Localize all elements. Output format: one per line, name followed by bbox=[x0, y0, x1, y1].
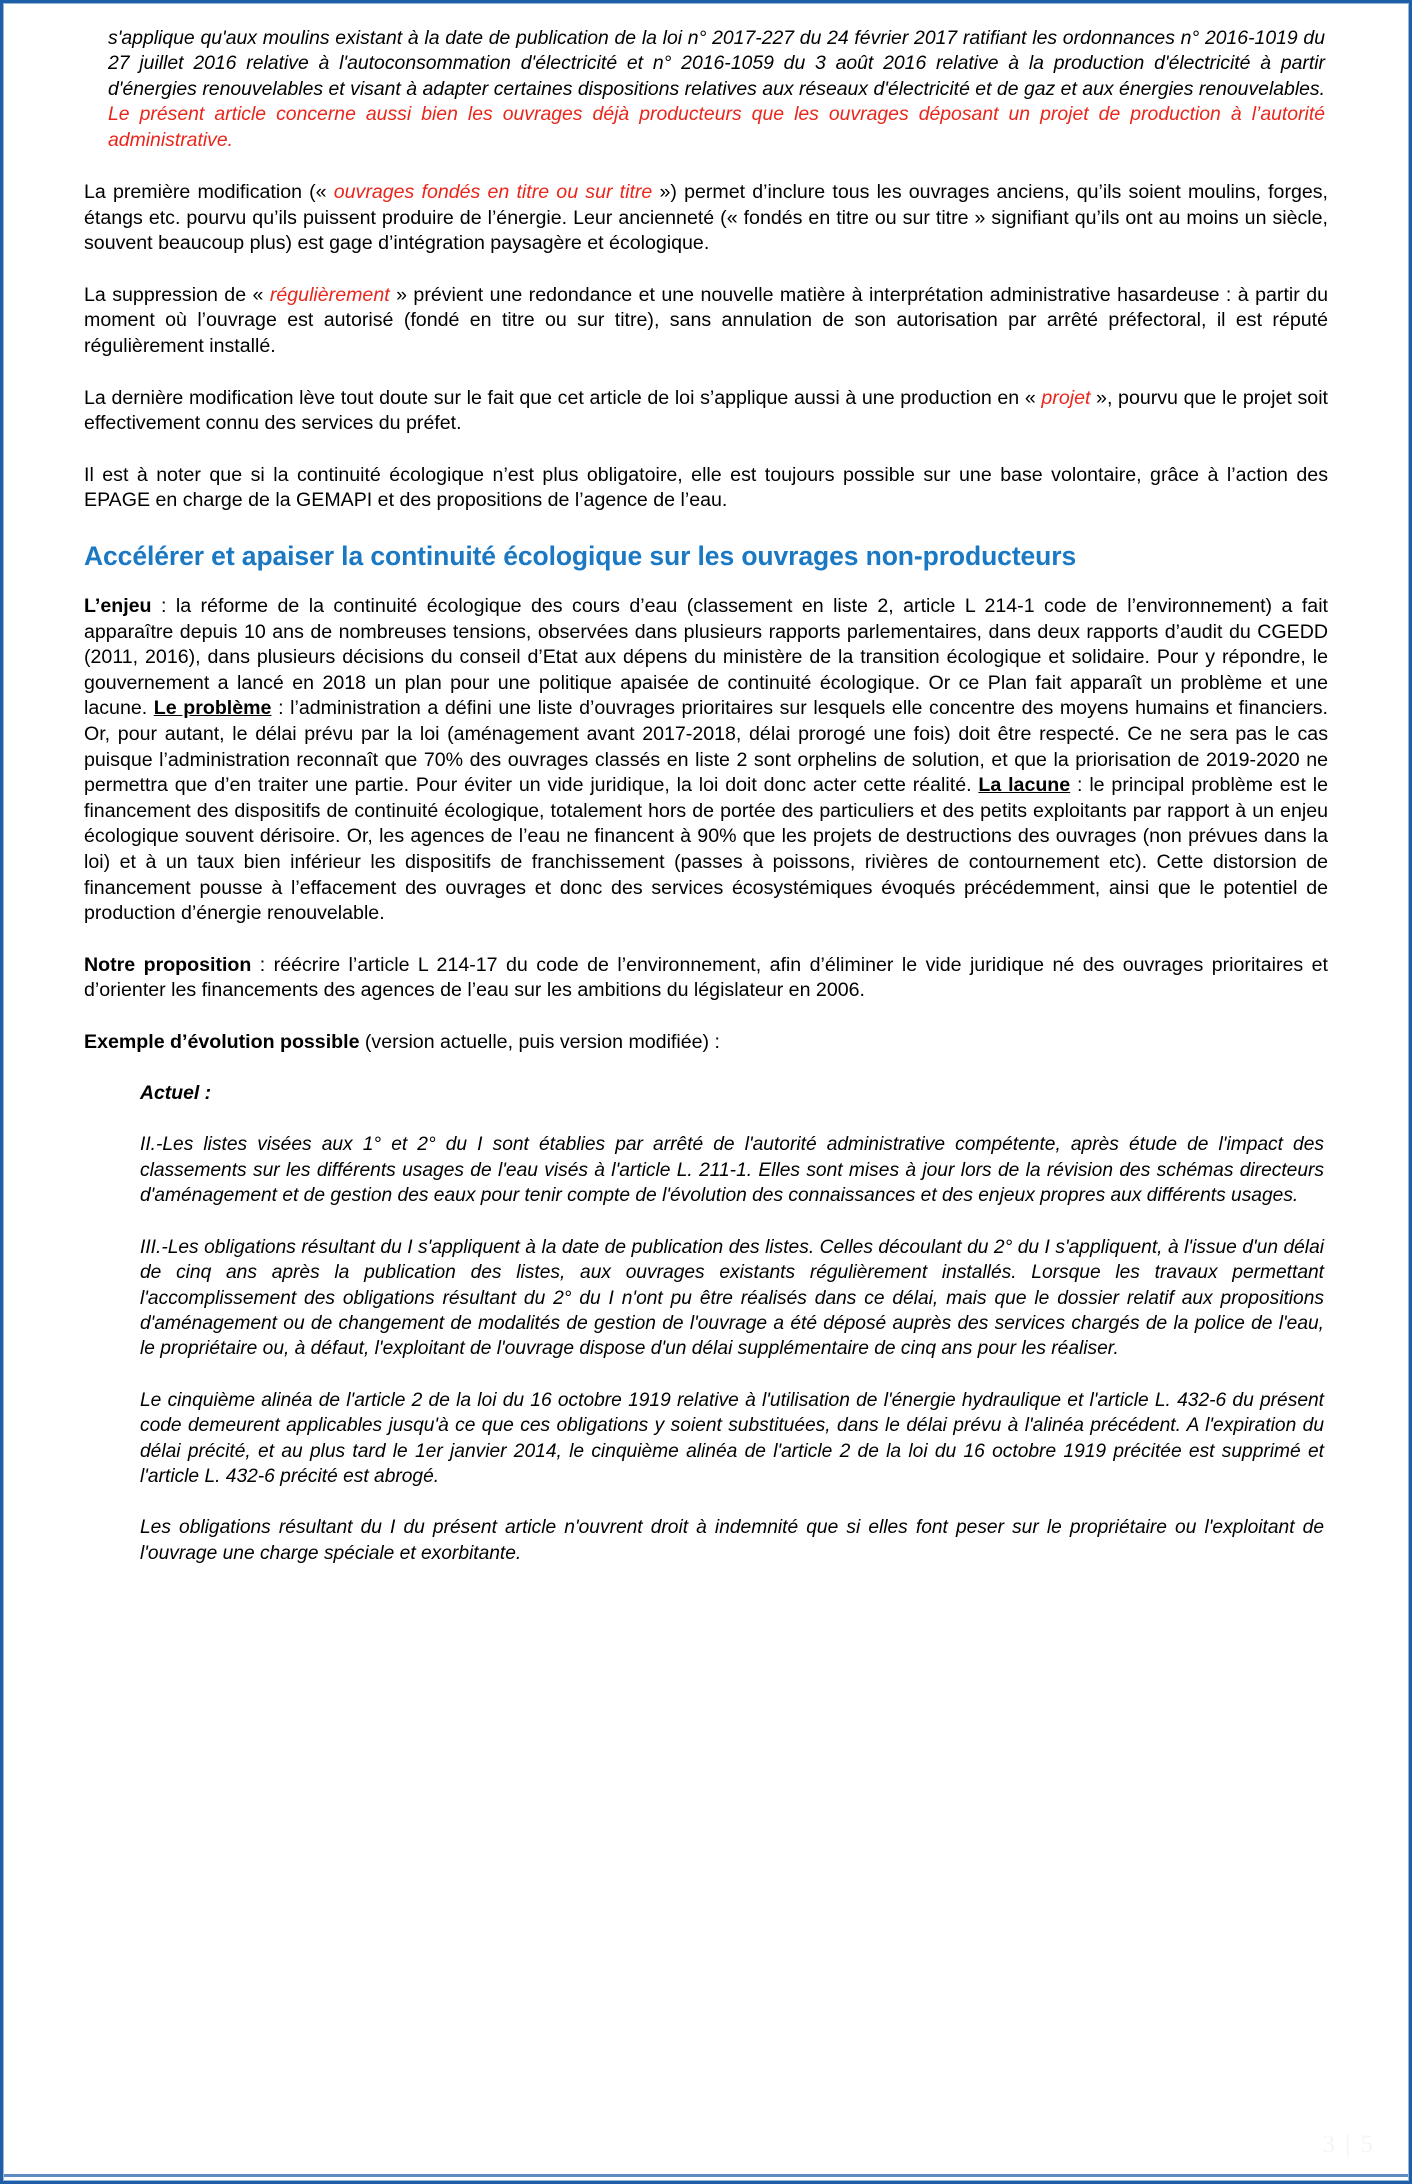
probleme-text: : l’administration a défini une liste d’ouvrages prioritaires sur lesquels elle concentre des moyens humains et financiers. Or, pour autant, le délai prévu par la loi (aménagement avant 2017-2018, délai prorogé une fois) doit être respecté. Ce ne sera pas le cas puisque l’administration reconnaît que 70% des ouvrages classés en liste 2 sont orphelins de solution, et que la priorisation de 2019-2020 ne permettra que d’en traiter une partie. Pour éviter un vide juridique, la loi doit donc acter cette réalité. bbox=[84, 697, 1328, 797]
derniere-text-a: La dernière modification lève tout doute sur le fait que cet article de loi s’applique aussi à une production en « bbox=[84, 386, 1042, 409]
suppression-highlight: régulièrement bbox=[269, 283, 390, 306]
top-quote-red-text: Le présent article concerne aussi bien les ouvrages déjà producteurs que les ouvrages déposant un projet de production à l’autorité administrative. bbox=[108, 103, 1325, 151]
label-notre-proposition: Notre proposition bbox=[84, 953, 252, 976]
premiere-text-c: ») permet d’inclure tous les ouvrages anciens, qu’ils soient moulins, forges, étangs etc. pourvu qu’ils puissent produire de l’énergie. Leur ancienneté (« fondés en titre ou sur titre » signifiant qu’ils ont au moins un siècle, souvent beaucoup plus) est gage d’intégration paysagère et écologique. bbox=[84, 181, 1328, 255]
section-heading-accelerer: Accélérer et apaiser la continuité écologique sur les ouvrages non-producteurs bbox=[84, 540, 1077, 571]
paragraph-derniere-modification bbox=[84, 386, 1328, 437]
page-number: 3 | 5 bbox=[1322, 2131, 1375, 2158]
exemple-evolution-text: (version actuelle, puis version modifiée) : bbox=[359, 1030, 720, 1053]
suppression-text-a: La suppression de « bbox=[84, 283, 270, 306]
paragraph-top-legal-quote bbox=[84, 26, 1328, 153]
label-probleme: Le problème bbox=[153, 697, 272, 720]
actuel-alinea-iii: III.-Les obligations résultant du I s'appliquent à la date de publication des listes. Celles découlant du 2° du I s'appliquent, à l'issue d'un délai de cinq ans après la publication des listes, aux ouvrages existants régulièrement installés. Lorsque les travaux permettant l'accomplissement des obligations résultant du 2° du I n'ont pu être réalisés dans ce délai, mais que le dossier relatif aux propositions d'aménagement ou de changement de modalités de gestion de l'ouvrage a été déposé auprès des services chargés de la police de l'eau, le propriétaire ou, à défaut, l'exploitant de l'ouvrage dispose d'un délai supplémentaire de cinq ans pour les réaliser. bbox=[140, 1236, 1324, 1360]
paragraph-premiere-modification bbox=[84, 180, 1328, 257]
actuel-alinea-ii: II.-Les listes visées aux 1° et 2° du I sont établies par arrêté de l'autorité administrative compétente, après étude de l'impact des classements sur les différents usages de l'eau visés à l'article L. 211-1. Elles sont mises à jour lors de la révision des schémas directeurs d'aménagement et de gestion des eaux pour tenir compte de l'évolution des connaissances et des enjeux propres aux différents usages. bbox=[140, 1134, 1324, 1207]
suppression-text-c: » prévient une redondance et une nouvelle matière à interprétation administrative hasardeuse : à partir du moment où l’ouvrage est autorisé (fondé en titre ou sur titre), sans annulation de son autorisation par arrêté préfectoral, il est réputé régulièrement installé. bbox=[84, 283, 1328, 357]
label-exemple-evolution: Exemple d’évolution possible bbox=[84, 1030, 360, 1053]
paragraph-notre-proposition bbox=[84, 953, 1328, 1004]
notre-proposition-text: : réécrire l’article L 214-17 du code de l’environnement, afin d’éliminer le vide juridique né des ouvrages prioritaires et d’orienter les financements des agences de l’eau sur les ambitions du législateur en 2006. bbox=[84, 953, 1328, 1002]
premiere-text-a: La première modification (« bbox=[84, 181, 334, 204]
derniere-text-c: », pourvu que le projet soit effectivement connu des services du préfet. bbox=[84, 386, 1328, 435]
paragraph-exemple-evolution bbox=[84, 1030, 1328, 1056]
actuel-alinea-cinquieme: Le cinquième alinéa de l'article 2 de la loi du 16 octobre 1919 relative à l'utilisation de l'énergie hydraulique et l'article L. 432-6 du présent code demeurent applicables jusqu'à ce que ces obligations y soient substituées, dans le délai prévu à l'alinéa précédent. A l'expiration du délai précité, et au plus tard le 1er janvier 2014, le cinquième alinéa de l'article 2 de la loi du 16 octobre 1919 précitée est supprimé et l'article L. 432-6 précité est abrogé. bbox=[140, 1389, 1324, 1487]
paragraph-suppression bbox=[84, 283, 1328, 360]
label-actuel: Actuel : bbox=[140, 1082, 212, 1105]
label-enjeu: L’enjeu bbox=[84, 594, 152, 617]
top-quote-black-text: s'applique qu'aux moulins existant à la date de publication de la loi n° 2017-227 du 24 février 2017 ratifiant les ordonnances n° 2016-1019 du 27 juillet 2016 relative à l'autoconsommation d'électricité et n° 2016-1059 du 3 août 2016 relative à la production d'électricité à partir d'énergies renouvelables et visant à adapter certaines dispositions relatives aux réseaux d'électricité et de gaz et aux énergies renouvelables. bbox=[108, 27, 1325, 100]
derniere-highlight: projet bbox=[1041, 386, 1091, 409]
actuel-alinea-obligations: Les obligations résultant du I du présent article n'ouvrent droit à indemnité que si elles font peser sur le propriétaire ou l'exploitant de l'ouvrage une charge spéciale et exorbitante. bbox=[140, 1517, 1324, 1564]
lacune-text: : le principal problème est le financement des dispositifs de continuité écologique, totalement hors de portée des particuliers et des petits exploitants par rapport à un enjeu écologique souvent dérisoire. Or, les agences de l’eau ne financent à 90% que les projets de destructions des ouvrages (non prévues dans la loi) et à un taux bien inférieur les dispositifs de franchissement (passes à poissons, rivières de contournement etc). Cette distorsion de financement pousse à l’effacement des ouvrages et donc des services écosystémiques évoqués précédemment, ainsi que le potentiel de production d’énergie renouvelable. bbox=[84, 774, 1329, 925]
bottom-rule bbox=[4, 2174, 1408, 2177]
enjeu-text: : la réforme de la continuité écologique des cours d’eau (classement en liste 2, article L 214-1 code de l’environnement) a fait apparaître depuis 10 ans de nombreuses tensions, observées dans plusieurs rapports parlementaires, dans deux rapports d’audit du CGEDD (2011, 2016), dans plusieurs décisions du conseil d’Etat aux dépens du ministère de la transition écologique et solidaire. Pour y répondre, le gouvernement a lancé en 2018 un plan pour une politique apaisée de continuité écologique. Or ce Plan fait apparaît un problème et une lacune. bbox=[84, 594, 1328, 720]
paragraph-note-continuite: Il est à noter que si la continuité écologique n’est plus obligatoire, elle est toujours possible sur une base volontaire, grâce à l’action des EPAGE en charge de la GEMAPI et des propositions de l’agence de l’eau. bbox=[84, 463, 1328, 512]
page-content bbox=[3, 3, 1409, 2181]
paragraph-enjeu-probleme-lacune bbox=[84, 594, 1328, 927]
premiere-highlight: ouvrages fondés en titre ou sur titre bbox=[333, 181, 653, 204]
label-lacune: La lacune bbox=[978, 774, 1071, 797]
